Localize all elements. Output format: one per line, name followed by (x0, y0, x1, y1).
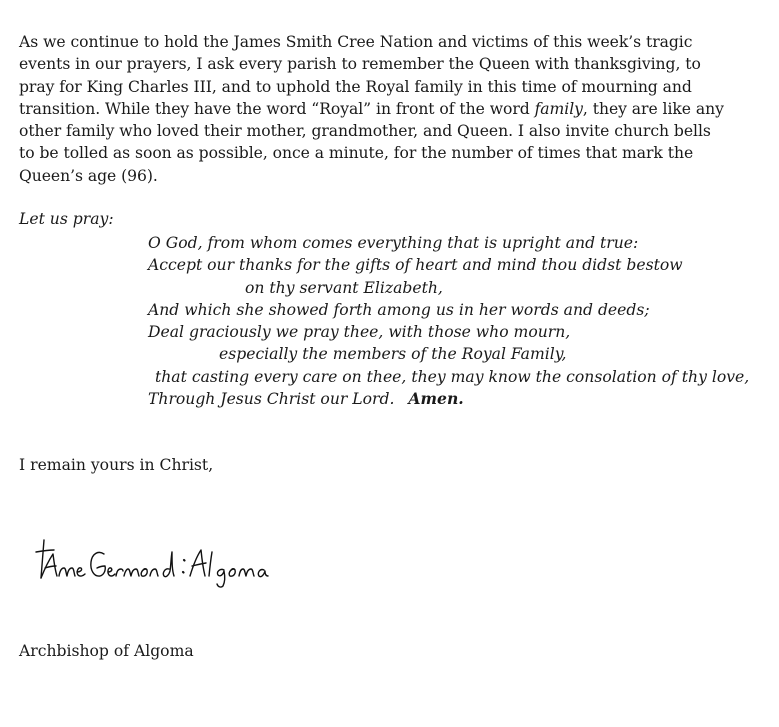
body-line: other family who loved their mother, grandmother, and Queen. I also invite church bells (19, 122, 711, 141)
prayer-line: Through Jesus Christ our Lord. (148, 390, 395, 409)
prayer-block (148, 232, 749, 410)
signature-image (28, 530, 308, 590)
body-line-mixed (19, 98, 759, 120)
prayer-line: on thy servant Elizabeth, (245, 278, 443, 297)
prayer-intro: Let us pray: (19, 210, 114, 228)
letter-body-paragraph (19, 31, 759, 187)
amen-text: Amen. (408, 389, 464, 409)
closing-salutation: I remain yours in Christ, (19, 456, 214, 474)
family-emphasis: family (534, 99, 583, 118)
body-line-segment: , they are like any (582, 99, 724, 118)
prayer-line: And which she showed forth among us in her words and deeds; (148, 300, 650, 319)
body-line: pray for King Charles III, and to uphold the Royal family in this time of mourning and (19, 77, 692, 96)
signer-title: Archbishop of Algoma (19, 642, 194, 660)
prayer-line: Accept our thanks for the gifts of heart and mind thou didst bestow (148, 256, 683, 275)
prayer-line-final (148, 388, 749, 410)
prayer-line: that casting every care on thee, they may know the consolation of thy love, (155, 367, 750, 386)
body-line: to be tolled as soon as possible, once a minute, for the number of times that mark the (19, 144, 694, 163)
body-line: events in our prayers, I ask every parish to remember the Queen with thanksgiving, to (19, 55, 701, 74)
handwritten-signature (28, 530, 308, 590)
body-line: As we continue to hold the James Smith Cree Nation and victims of this week’s tragic (19, 33, 693, 51)
prayer-line: especially the members of the Royal Family, (219, 345, 567, 364)
body-line-segment: transition. While they have the word “Royal” in front of the word (19, 99, 535, 118)
prayer-line: Deal graciously we pray thee, with those who mourn, (148, 323, 571, 342)
body-line: Queen’s age (96). (19, 166, 158, 185)
prayer-line: O God, from whom comes everything that is upright and true: (148, 234, 639, 252)
